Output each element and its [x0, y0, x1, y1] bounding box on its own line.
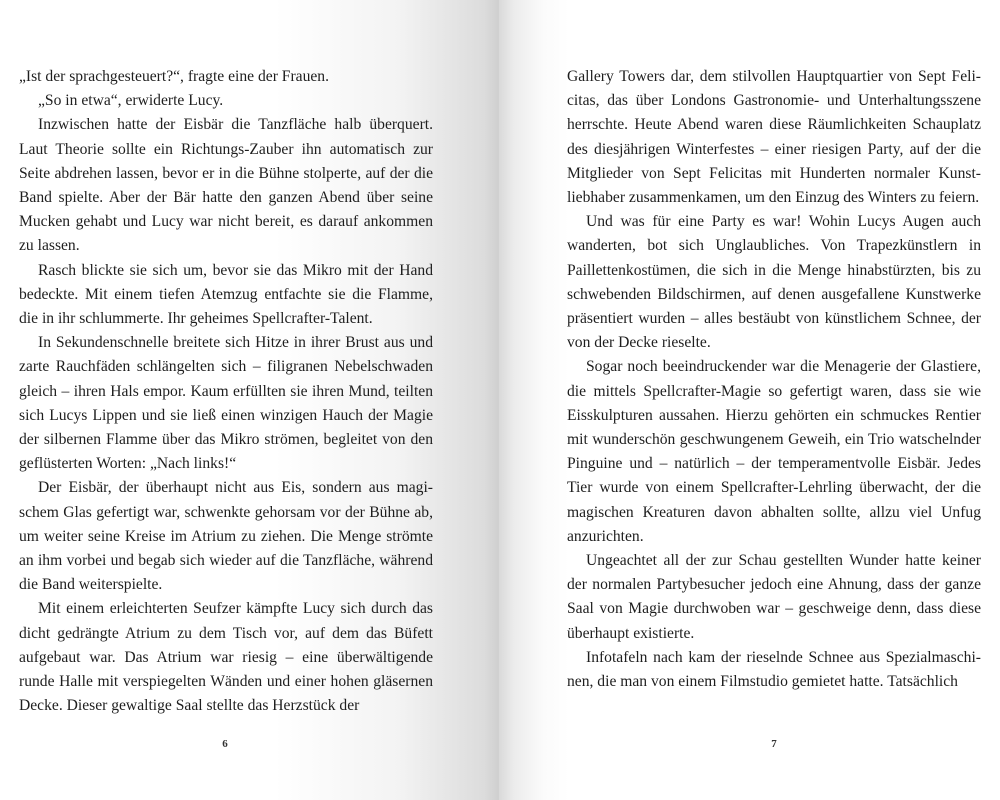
paragraph: Ungeachtet all der zur Schau gestellten Wunder hatte keiner der normalen Partybesucher jedoch eine Ahnung, dass der ganze Saal von Magie durchwoben war – geschweige denn, dass diese überhaupt existierte.: [567, 552, 981, 642]
paragraph: Inzwischen hatte der Eisbär die Tanzfläche halb überquert. Laut Theorie sollte ein Richtungs-Zauber ihn automatisch zur Seite abdrehen lassen, bevor er in die Bühne stolperte, auf der die Band spielte. Aber der Bär hatte den ganzen Abend über seine Mucken gehabt und Lucy war nicht bereit, es darauf ankommen zu lassen.: [19, 116, 433, 255]
right-page: [499, 0, 1000, 800]
paragraph: Gallery Towers dar, dem stilvollen Hauptquartier von Sept Felicitas, das über Londons Gastronomie- und Unterhaltungsszene herrschte. Heute Abend waren diese Räumlichkeiten Schauplatz des diesjährigen Winterfestes – einer riesigen Party, auf der die Mitglieder von Sept Felicitas mit Hunderten normaler Kunstliebhaber zusammenkamen, um den Einzug des Winters zu feiern.: [567, 68, 981, 207]
paragraph: Infotafeln nach kam der rieselnde Schnee aus Spezialmaschinen, die man von einem Filmstudio gemietet hatte. Tatsächlich: [567, 648, 981, 691]
left-page: [0, 0, 499, 800]
paragraph: „So in etwa“, erwiderte Lucy.: [38, 92, 224, 110]
paragraph: „Ist der sprachgesteuert?“, fragte eine der Frauen.: [19, 68, 329, 85]
paragraph: Mit einem erleichterten Seufzer kämpfte Lucy sich durch das dicht gedrängte Atrium zu dem Tisch vor, auf dem das Büfett aufgebaut war. Das Atrium war riesig – eine überwältigende runde Halle mit verspiegelten Wänden und einer hohen gläsernen Decke. Dieser gewaltige Saal stellte das Herzstück der: [19, 600, 433, 715]
page-number-right: 7: [771, 738, 777, 750]
paragraph: Sogar noch beeindruckender war die Menagerie der Glastiere, die mittels Spellcrafter-Magie so gefertigt waren, dass sie wie Eisskulpturen aussahen. Hierzu gehörten ein schmuckes Rentier mit wunderschön geschwungenem Geweih, ein Trio watschelnder Pinguine und – natürlich – der temperamentvolle Eisbär. Jedes Tier wurde von einem Spellcrafter-Lehrling überwacht, der die magischen Kreaturen davon abhalten sollte, allzu viel Unfug anzurichten.: [567, 358, 981, 545]
paragraph: Und was für eine Party es war! Wohin Lucys Augen auch wanderten, bot sich Unglaubliches. Von Trapezkünstlern in Paillettenkostümen, die sich in die Menge hinabstürzten, bis zu schwebenden Bildschirmen, auf denen ausgefallene Kunstwerke präsentiert wurden – alles bestäubt von künstlichem Schnee, der von der Decke rieselte.: [567, 213, 981, 352]
right-page-text: [567, 65, 981, 694]
page-number-left: 6: [222, 738, 228, 750]
paragraph: Rasch blickte sie sich um, bevor sie das Mikro mit der Hand bedeckte. Mit einem tiefen Atemzug entfachte sie die Flamme, die in ihr schlummerte. Ihr geheimes Spellcrafter-Talent.: [19, 261, 433, 328]
paragraph: In Sekundenschnelle breitete sich Hitze in ihrer Brust aus und zarte Rauchfäden schlängelten sich – filigranen Nebelschwaden gleich – ihren Hals empor. Kaum erfüllten sie ihren Mund, teilten sich Lucys Lippen und sie ließ einen winzigen Hauch der Magie der silbernen Flamme über das Mikro strömen, begleitet von den geflüsterten Worten: „Nach links!“: [19, 334, 433, 473]
paragraph: Der Eisbär, der überhaupt nicht aus Eis, sondern aus magischem Glas gefertigt war, schwenkte gehorsam vor der Bühne ab, um weiter seine Kreise im Atrium zu ziehen. Die Menge strömte an ihm vorbei und begab sich wieder auf die Tanzfläche, während die Band weiterspielte.: [19, 479, 433, 594]
left-page-text: [19, 65, 433, 718]
